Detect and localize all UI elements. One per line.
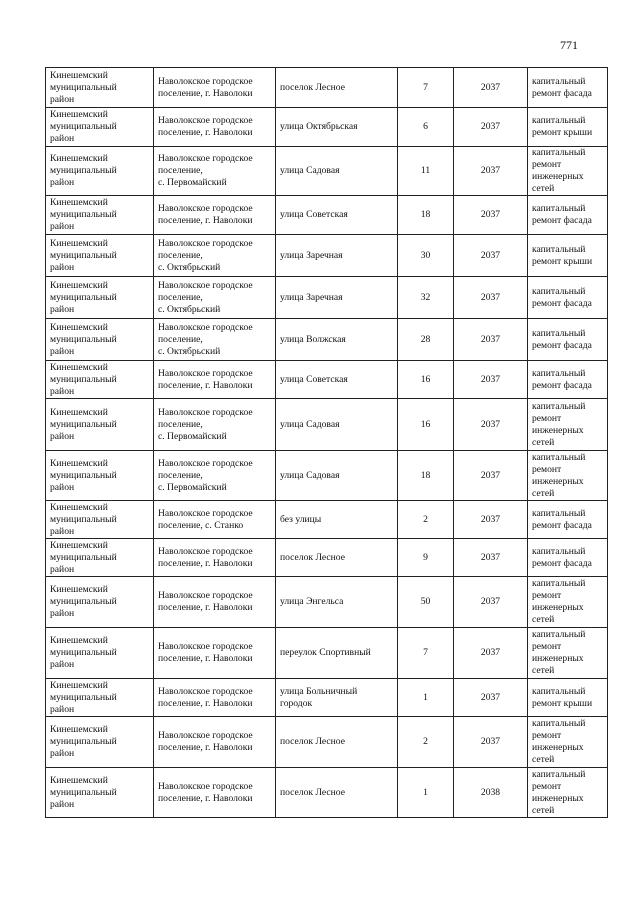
cell-street-text: улица Садовая — [280, 469, 340, 481]
cell-house-number-text: 11 — [420, 165, 431, 176]
cell-year-text: 2037 — [480, 691, 501, 703]
table-row — [46, 501, 608, 539]
cell-district — [46, 628, 154, 679]
cell-district-text: Кинешемский муниципальный район — [50, 584, 117, 619]
cell-street — [276, 399, 398, 451]
cell-settlement — [154, 235, 276, 277]
cell-district-text: Кинешемский муниципальный район — [50, 321, 117, 357]
cell-settlement-text: Наволокское городское поселение, г. Наволоки — [158, 641, 253, 664]
cell-street — [276, 717, 398, 768]
cell-house-number — [398, 108, 454, 147]
cell-work-type-text: капитальный ремонт инженерных сетей — [532, 400, 586, 448]
cell-district-text: Кинешемский муниципальный район — [50, 774, 117, 810]
cell-district — [46, 451, 154, 501]
cell-district — [46, 577, 154, 628]
cell-street-text: улица Советская — [280, 209, 348, 220]
cell-work-type — [528, 501, 608, 539]
cell-house-number-text: 50 — [420, 596, 431, 607]
cell-street — [276, 235, 398, 277]
cell-work-type-text: капитальный ремонт инженерных сетей — [532, 768, 586, 816]
cell-work-type — [528, 679, 608, 717]
cell-year-text: 2037 — [480, 469, 501, 481]
cell-work-type — [528, 361, 608, 399]
cell-street — [276, 196, 398, 235]
cell-street-text: улица Садовая — [280, 418, 340, 430]
table-row — [46, 235, 608, 277]
cell-year — [454, 196, 528, 235]
cell-house-number-text: 6 — [423, 121, 428, 132]
cell-settlement — [154, 108, 276, 147]
cell-work-type-text: капитальный ремонт инженерных сетей — [532, 578, 586, 625]
cell-work-type — [528, 451, 608, 501]
cell-settlement-text: Наволокское городское поселение, с. Октябрьский — [158, 237, 253, 273]
cell-district-text: Кинешемский муниципальный район — [50, 197, 117, 232]
repair-schedule-table — [45, 67, 608, 818]
cell-work-type-text: капитальный ремонт крыши — [532, 685, 593, 709]
cell-district — [46, 361, 154, 399]
cell-house-number-text: 2 — [423, 513, 428, 525]
cell-district-text: Кинешемский муниципальный район — [50, 109, 117, 144]
cell-work-type-text: капитальный ремонт фасада — [532, 285, 592, 309]
cell-work-type-text: капитальный ремонт фасада — [532, 75, 592, 99]
cell-district — [46, 235, 154, 277]
cell-settlement-text: Наволокское городское поселение, с. Станко — [158, 507, 253, 531]
cell-district — [46, 539, 154, 577]
cell-street-text: поселок Лесное — [280, 551, 345, 563]
cell-house-number-text: 30 — [420, 249, 431, 261]
cell-year — [454, 235, 528, 277]
cell-work-type-text: капитальный ремонт инженерных сетей — [532, 629, 586, 676]
cell-work-type-text: капитальный ремонт крыши — [532, 115, 593, 138]
table-row — [46, 277, 608, 319]
cell-year — [454, 501, 528, 539]
cell-settlement-text: Наволокское городское поселение, г. Наволоки — [158, 115, 253, 138]
cell-settlement-text: Наволокское городское поселение, с. Октябрьский — [158, 279, 253, 315]
cell-house-number — [398, 399, 454, 451]
cell-work-type-text: капитальный ремонт инженерных сетей — [532, 718, 586, 765]
cell-street-text: улица Заречная — [280, 291, 343, 303]
cell-house-number — [398, 451, 454, 501]
cell-street — [276, 361, 398, 399]
cell-settlement — [154, 768, 276, 818]
table-row — [46, 319, 608, 361]
cell-street — [276, 277, 398, 319]
cell-district-text: Кинешемский муниципальный район — [50, 501, 117, 537]
cell-settlement-text: Наволокское городское поселение, г. Наволоки — [158, 590, 253, 613]
cell-house-number — [398, 277, 454, 319]
cell-settlement — [154, 399, 276, 451]
cell-street-text: поселок Лесное — [280, 81, 345, 93]
cell-district — [46, 501, 154, 539]
cell-settlement — [154, 451, 276, 501]
cell-year-text: 2037 — [480, 249, 501, 261]
cell-work-type — [528, 628, 608, 679]
cell-work-type-text: капитальный ремонт инженерных сетей — [532, 147, 586, 194]
cell-settlement-text: Наволокское городское поселение, с. Первомайский — [158, 406, 253, 442]
cell-house-number-text: 7 — [423, 647, 428, 658]
cell-street-text: улица Больничный городок — [280, 685, 358, 709]
cell-year — [454, 399, 528, 451]
table-row — [46, 147, 608, 196]
cell-house-number-text: 2 — [423, 736, 428, 747]
cell-street-text: улица Октябрьская — [280, 121, 358, 132]
cell-district-text: Кинешемский муниципальный район — [50, 724, 117, 759]
cell-district-text: Кинешемский муниципальный район — [50, 406, 117, 442]
cell-settlement — [154, 319, 276, 361]
cell-work-type — [528, 108, 608, 147]
cell-district — [46, 277, 154, 319]
cell-work-type — [528, 399, 608, 451]
cell-street-text: без улицы — [280, 513, 322, 525]
cell-house-number-text: 18 — [420, 209, 431, 220]
cell-year-text: 2037 — [480, 81, 501, 93]
cell-work-type — [528, 717, 608, 768]
cell-street — [276, 451, 398, 501]
cell-year — [454, 539, 528, 577]
cell-year-text: 2037 — [480, 418, 501, 430]
cell-work-type — [528, 277, 608, 319]
cell-street — [276, 768, 398, 818]
cell-work-type-text: капитальный ремонт инженерных сетей — [532, 451, 586, 499]
table-row — [46, 628, 608, 679]
cell-year-text: 2037 — [480, 333, 501, 345]
cell-house-number-text: 28 — [420, 333, 431, 345]
cell-street-text: улица Волжская — [280, 333, 346, 345]
table-row — [46, 539, 608, 577]
cell-settlement — [154, 628, 276, 679]
cell-house-number-text: 16 — [420, 418, 431, 430]
cell-street — [276, 539, 398, 577]
cell-year — [454, 108, 528, 147]
table-row — [46, 717, 608, 768]
cell-street — [276, 501, 398, 539]
cell-street — [276, 108, 398, 147]
cell-district — [46, 196, 154, 235]
cell-work-type — [528, 577, 608, 628]
table-body — [46, 68, 608, 818]
cell-settlement — [154, 196, 276, 235]
cell-house-number-text: 1 — [423, 786, 428, 798]
cell-settlement — [154, 68, 276, 108]
cell-year-text: 2037 — [480, 596, 501, 607]
cell-street — [276, 577, 398, 628]
cell-settlement — [154, 717, 276, 768]
cell-work-type-text: капитальный ремонт фасада — [532, 507, 592, 531]
cell-year-text: 2037 — [480, 209, 501, 220]
cell-house-number — [398, 68, 454, 108]
cell-house-number — [398, 539, 454, 577]
table-row — [46, 577, 608, 628]
cell-district — [46, 679, 154, 717]
cell-year — [454, 319, 528, 361]
cell-district-text: Кинешемский муниципальный район — [50, 635, 117, 670]
cell-work-type — [528, 768, 608, 818]
cell-house-number — [398, 361, 454, 399]
cell-district — [46, 68, 154, 108]
cell-district-text: Кинешемский муниципальный район — [50, 279, 117, 315]
cell-year-text: 2037 — [480, 736, 501, 747]
cell-street — [276, 628, 398, 679]
cell-house-number-text: 1 — [423, 691, 428, 703]
cell-settlement-text: Наволокское городское поселение, г. Наволоки — [158, 75, 253, 99]
cell-district — [46, 399, 154, 451]
cell-settlement — [154, 361, 276, 399]
cell-settlement — [154, 577, 276, 628]
cell-work-type-text: капитальный ремонт фасада — [532, 203, 592, 226]
cell-house-number — [398, 501, 454, 539]
cell-work-type — [528, 235, 608, 277]
cell-year — [454, 68, 528, 108]
cell-work-type — [528, 147, 608, 196]
cell-year-text: 2037 — [480, 165, 501, 176]
cell-street-text: улица Садовая — [280, 165, 340, 176]
cell-street-text: поселок Лесное — [280, 736, 345, 747]
page-number: 771 — [560, 38, 578, 52]
cell-year — [454, 451, 528, 501]
cell-house-number — [398, 147, 454, 196]
cell-settlement-text: Наволокское городское поселение, с. Первомайский — [158, 457, 253, 493]
cell-district-text: Кинешемский муниципальный район — [50, 539, 117, 575]
cell-settlement — [154, 501, 276, 539]
cell-work-type — [528, 196, 608, 235]
cell-year — [454, 628, 528, 679]
cell-year — [454, 679, 528, 717]
cell-district-text: Кинешемский муниципальный район — [50, 153, 117, 188]
cell-house-number — [398, 679, 454, 717]
cell-settlement-text: Наволокское городское поселение, с. Октябрьский — [158, 321, 253, 357]
cell-settlement-text: Наволокское городское поселение, г. Наволоки — [158, 685, 253, 709]
table-row — [46, 399, 608, 451]
cell-house-number — [398, 577, 454, 628]
cell-house-number — [398, 717, 454, 768]
cell-work-type — [528, 68, 608, 108]
cell-settlement-text: Наволокское городское поселение, г. Наволоки — [158, 730, 253, 753]
cell-street-text: улица Энгельса — [280, 596, 344, 607]
cell-street-text: поселок Лесное — [280, 786, 345, 798]
cell-house-number-text: 9 — [423, 551, 428, 563]
cell-work-type — [528, 539, 608, 577]
cell-district — [46, 319, 154, 361]
cell-house-number — [398, 235, 454, 277]
cell-year — [454, 277, 528, 319]
cell-street — [276, 68, 398, 108]
cell-district-text: Кинешемский муниципальный район — [50, 237, 117, 273]
cell-house-number — [398, 196, 454, 235]
cell-district-text: Кинешемский муниципальный район — [50, 457, 117, 493]
cell-year-text: 2037 — [480, 513, 501, 525]
cell-house-number — [398, 628, 454, 679]
cell-year-text: 2038 — [480, 786, 501, 798]
cell-street — [276, 147, 398, 196]
table-row — [46, 196, 608, 235]
cell-street-text: улица Заречная — [280, 249, 343, 261]
cell-settlement-text: Наволокское городское поселение, г. Наволоки — [158, 780, 253, 804]
cell-settlement-text: Наволокское городское поселение, г. Наволоки — [158, 203, 253, 226]
cell-house-number — [398, 319, 454, 361]
cell-settlement-text: Наволокское городское поселение, г. Наволоки — [158, 367, 253, 391]
cell-house-number-text: 7 — [423, 81, 428, 93]
cell-district-text: Кинешемский муниципальный район — [50, 69, 117, 105]
cell-year — [454, 361, 528, 399]
cell-settlement — [154, 539, 276, 577]
cell-settlement-text: Наволокское городское поселение, с. Первомайский — [158, 153, 253, 188]
cell-year — [454, 577, 528, 628]
cell-district — [46, 147, 154, 196]
cell-street-text: улица Советская — [280, 373, 348, 385]
cell-year — [454, 147, 528, 196]
table-row — [46, 451, 608, 501]
cell-house-number-text: 16 — [420, 373, 431, 385]
cell-work-type-text: капитальный ремонт фасада — [532, 545, 592, 569]
cell-settlement — [154, 277, 276, 319]
cell-year-text: 2037 — [480, 121, 501, 132]
cell-street-text: переулок Спортивный — [280, 647, 371, 658]
table-row — [46, 679, 608, 717]
cell-street — [276, 319, 398, 361]
cell-work-type-text: капитальный ремонт крыши — [532, 243, 593, 267]
cell-work-type-text: капитальный ремонт фасада — [532, 327, 592, 351]
cell-year-text: 2037 — [480, 647, 501, 658]
table-row — [46, 768, 608, 818]
cell-year — [454, 768, 528, 818]
cell-district-text: Кинешемский муниципальный район — [50, 361, 117, 397]
cell-settlement-text: Наволокское городское поселение, г. Наволоки — [158, 545, 253, 569]
table-row — [46, 68, 608, 108]
cell-district — [46, 717, 154, 768]
cell-district — [46, 108, 154, 147]
cell-house-number — [398, 768, 454, 818]
cell-year-text: 2037 — [480, 373, 501, 385]
cell-district-text: Кинешемский муниципальный район — [50, 679, 117, 715]
cell-year-text: 2037 — [480, 551, 501, 563]
cell-street — [276, 679, 398, 717]
cell-settlement — [154, 679, 276, 717]
table-row — [46, 361, 608, 399]
cell-year — [454, 717, 528, 768]
table-row — [46, 108, 608, 147]
cell-settlement — [154, 147, 276, 196]
cell-house-number-text: 32 — [420, 291, 431, 303]
cell-district — [46, 768, 154, 818]
cell-house-number-text: 18 — [420, 469, 431, 481]
cell-work-type-text: капитальный ремонт фасада — [532, 367, 592, 391]
cell-work-type — [528, 319, 608, 361]
cell-year-text: 2037 — [480, 291, 501, 303]
